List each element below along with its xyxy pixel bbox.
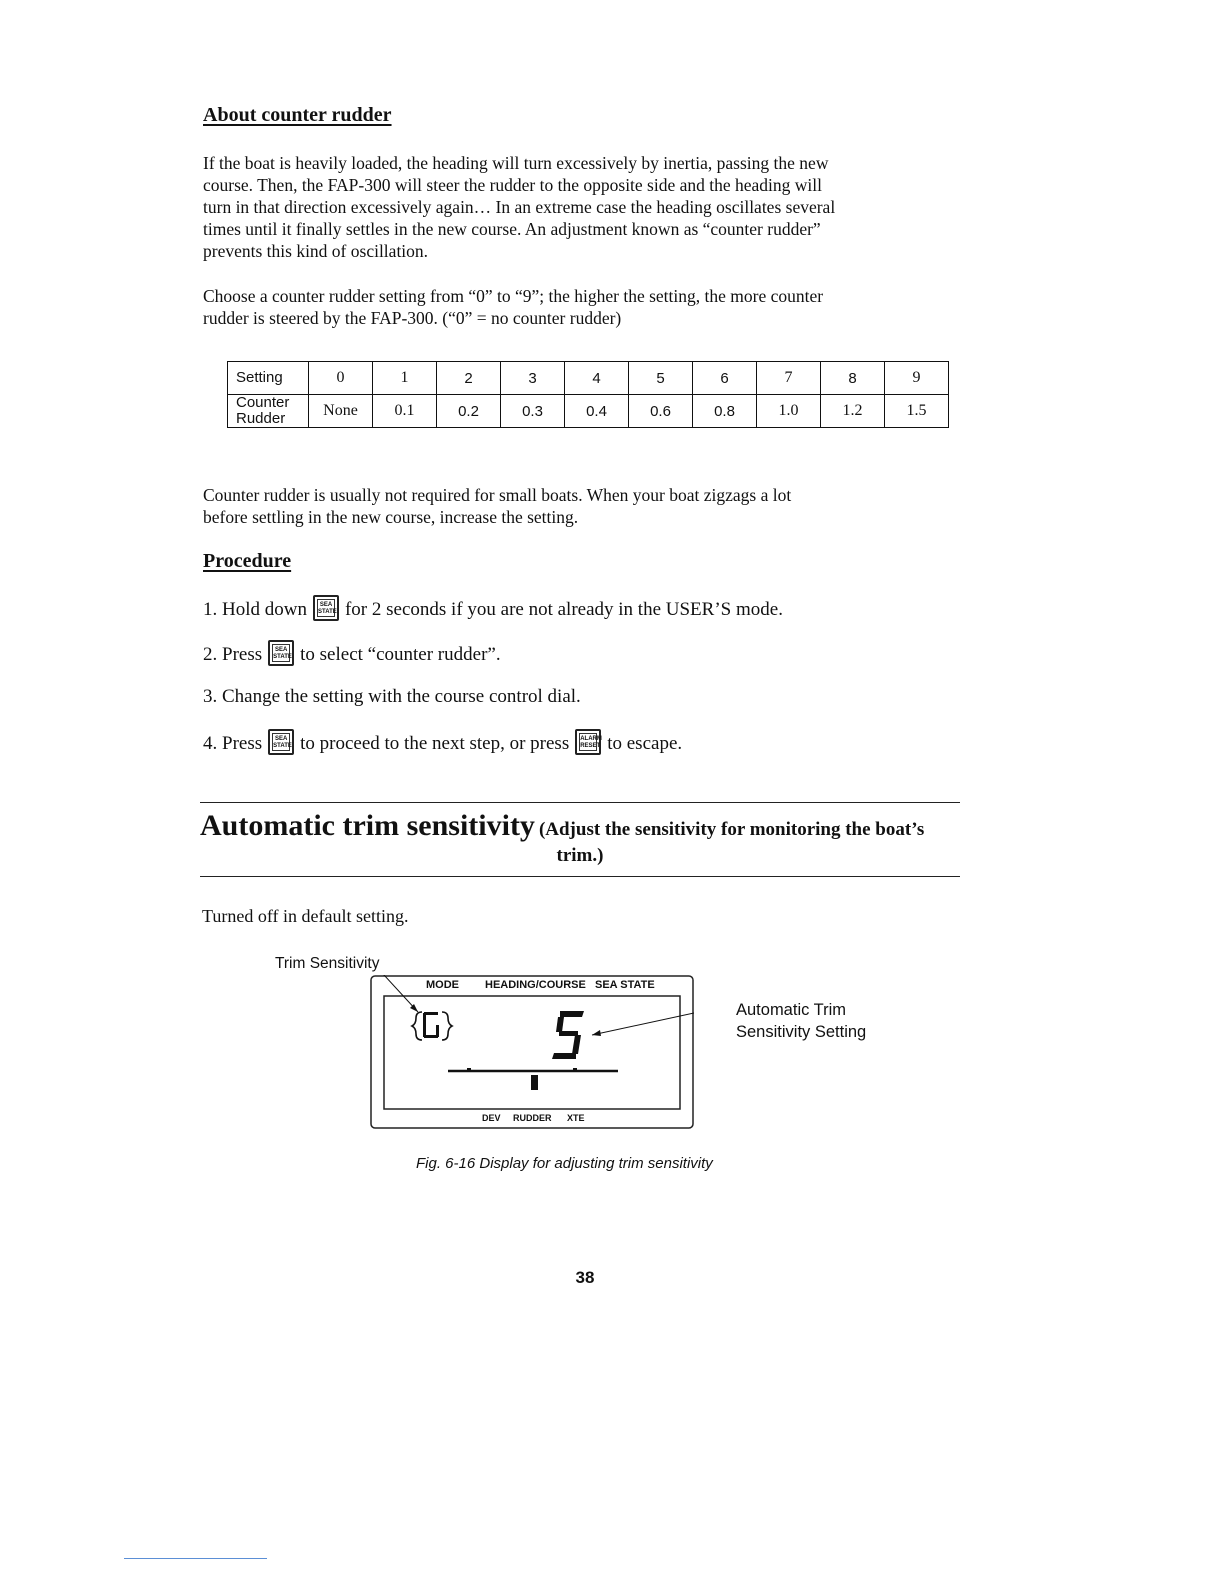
- table-cell: 5: [629, 362, 693, 395]
- step-text: 2. Press: [203, 644, 263, 665]
- table-cell: 8: [821, 362, 885, 395]
- key-label: SEA: [274, 736, 288, 742]
- paragraph-default-setting: Turned off in default setting.: [202, 906, 409, 926]
- section-title-main: Automatic trim sensitivity: [200, 809, 535, 842]
- footnote-rule: [124, 1558, 267, 1559]
- text-line: rudder is steered by the FAP-300. (“0” = no counter rudder): [203, 308, 622, 328]
- table-cell: 1: [373, 362, 437, 395]
- lcd-label-rudder: RUDDER: [513, 1113, 552, 1123]
- section-title-sub-cont: trim.): [556, 845, 604, 866]
- table-header-counter-rudder: [228, 395, 309, 428]
- table-cell: None: [309, 395, 373, 428]
- section-heading-counter-rudder: About counter rudder: [203, 104, 392, 126]
- alarm-reset-key-icon: [575, 729, 601, 755]
- key-label: SEA: [274, 647, 288, 653]
- text-line: prevents this kind of oscillation.: [203, 241, 429, 261]
- text-line: times until it finally settles in the new course. An adjustment known as “counter rudder”: [203, 219, 821, 239]
- table-cell: 0.2: [437, 395, 501, 428]
- key-label: STATE: [317, 609, 337, 615]
- step-text: 1. Hold down: [203, 599, 307, 620]
- section-title-sub: (Adjust the sensitivity for monitoring the boat’s: [538, 819, 925, 840]
- callout-line: Automatic Trim: [736, 1001, 847, 1019]
- table-cell: 7: [757, 362, 821, 395]
- table-cell: 4: [565, 362, 629, 395]
- procedure-step-4: [203, 729, 682, 756]
- table-header-line: Rudder: [236, 410, 286, 427]
- text-line: Counter rudder is usually not required for small boats. When your boat zigzags a lot: [203, 485, 792, 505]
- table-row-setting: [228, 362, 949, 395]
- table-cell: 0: [309, 362, 373, 395]
- paragraph-counter-rudder-setting: [203, 285, 965, 329]
- sea-state-key-icon: [313, 595, 339, 621]
- table-cell: 9: [885, 362, 949, 395]
- table-cell: 6: [693, 362, 757, 395]
- callout-trim-sensitivity: Trim Sensitivity: [275, 955, 380, 972]
- text-line: course. Then, the FAP-300 will steer the rudder to the opposite side and the heading will: [203, 175, 823, 195]
- table-cell: 1.5: [885, 395, 949, 428]
- procedure-step-2: [203, 640, 501, 667]
- key-label: SEA: [319, 602, 333, 608]
- table-cell: 0.3: [501, 395, 565, 428]
- text-line: before settling in the new course, increase the setting.: [203, 507, 579, 527]
- counter-rudder-table: [227, 361, 949, 428]
- key-label: ALARM: [580, 736, 602, 742]
- procedure-step-1: [203, 595, 783, 622]
- table-cell: 3: [501, 362, 565, 395]
- lcd-label-mode: MODE: [426, 979, 459, 991]
- table-header-setting: Setting: [228, 362, 309, 395]
- table-row-counter-rudder: [228, 395, 949, 428]
- sea-state-key-icon: [268, 640, 294, 666]
- section-title-trim-sensitivity: [200, 809, 960, 843]
- table-cell: 1.2: [821, 395, 885, 428]
- paragraph-counter-rudder-intro: [203, 152, 965, 262]
- table-cell: 0.1: [373, 395, 437, 428]
- key-label: RESET: [580, 743, 601, 749]
- lcd-label-sea-state: SEA STATE: [595, 979, 655, 991]
- step-text: to escape.: [607, 733, 683, 754]
- procedure-heading: Procedure: [203, 550, 292, 572]
- text-line: If the boat is heavily loaded, the heading will turn excessively by inertia, passing the new: [203, 153, 829, 173]
- lcd-label-heading-course: HEADING/COURSE: [485, 979, 586, 991]
- table-cell: 1.0: [757, 395, 821, 428]
- divider-rule: [200, 802, 960, 803]
- step-text: to select “counter rudder”.: [300, 644, 501, 665]
- sea-state-key-icon: [268, 729, 294, 755]
- page-number: 38: [575, 1268, 595, 1287]
- table-cell: 0.8: [693, 395, 757, 428]
- table-cell: 0.6: [629, 395, 693, 428]
- divider-rule: [200, 876, 960, 877]
- figure-caption: Fig. 6-16 Display for adjusting trim sensitivity: [416, 1155, 713, 1172]
- key-label: STATE: [273, 654, 292, 660]
- lcd-display-figure: [370, 975, 694, 1129]
- key-label: STATE: [273, 743, 292, 749]
- text-line: turn in that direction excessively again… In an extreme case the heading oscillates several: [203, 197, 836, 217]
- lcd-rudder-indicator: [531, 1075, 538, 1090]
- lcd-label-dev: DEV: [482, 1113, 501, 1123]
- text-line: Choose a counter rudder setting from “0” to “9”; the higher the setting, the more counter: [203, 286, 824, 306]
- callout-line: Sensitivity Setting: [736, 1023, 867, 1041]
- paragraph-small-boats: [203, 484, 965, 528]
- procedure-step-3: 3. Change the setting with the course control dial.: [203, 686, 581, 707]
- step-text: to proceed to the next step, or press: [300, 733, 570, 754]
- table-cell: 2: [437, 362, 501, 395]
- step-text: for 2 seconds if you are not already in the USER’S mode.: [344, 599, 783, 620]
- table-header-line: Counter: [236, 394, 290, 411]
- lcd-label-xte: XTE: [567, 1113, 585, 1123]
- lcd-display-svg: [370, 975, 694, 1129]
- callout-automatic-trim-setting: [736, 999, 866, 1043]
- table-cell: 0.4: [565, 395, 629, 428]
- step-text: 4. Press: [203, 733, 263, 754]
